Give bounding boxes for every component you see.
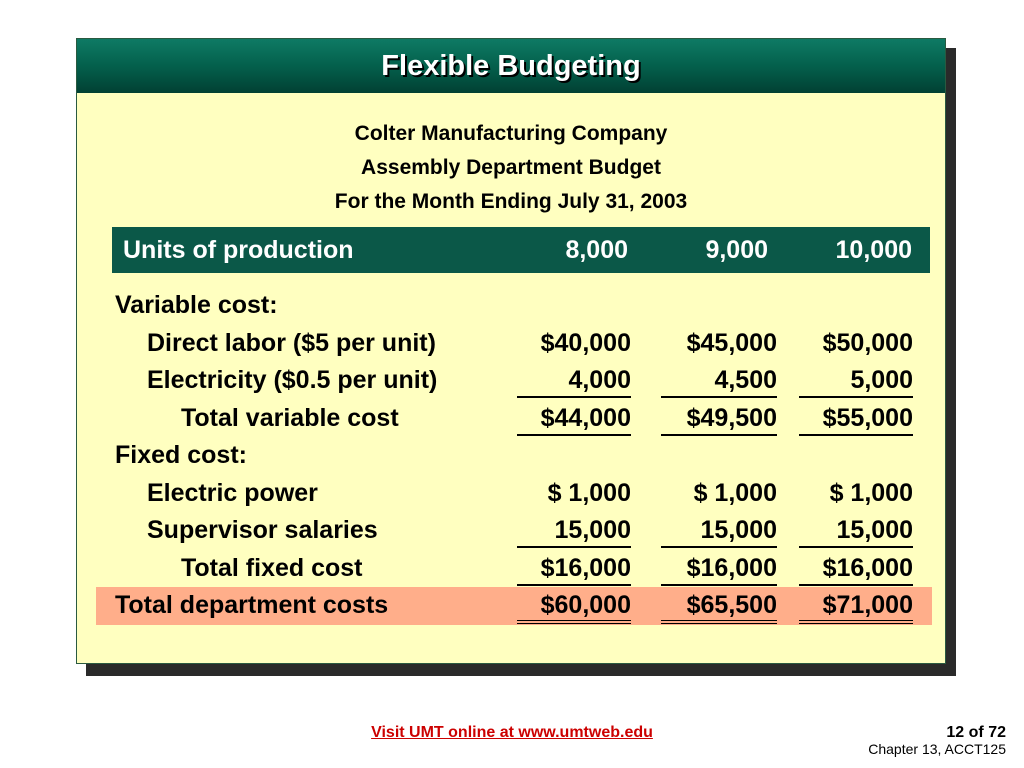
cell-value: 15,000 [517,516,631,548]
cell-value: $45,000 [686,329,777,357]
units-header-row [112,227,930,273]
row-label: Electric power [147,479,318,507]
table-row [77,438,945,475]
website-link[interactable]: Visit UMT online at www.umtweb.edu [371,724,653,741]
cell-value: 4,000 [517,366,631,398]
slide-title: Flexible Budgeting [77,39,945,93]
cell-value: $40,000 [540,329,631,357]
cell-value: $65,500 [661,591,777,624]
cell-value: $16,000 [799,554,913,586]
company-name: Colter Manufacturing Company [354,122,668,145]
budget-name: Assembly Department Budget [361,156,661,179]
cell-value: 15,000 [661,516,777,548]
row-label: Total variable cost [181,404,399,432]
units-col-3: 10,000 [835,236,912,264]
cell-value: $71,000 [799,591,913,624]
cell-value: 5,000 [799,366,913,398]
row-label: Variable cost: [115,291,278,319]
row-label: Total fixed cost [181,554,363,582]
row-label: Total department costs [115,591,389,619]
cell-value: $60,000 [517,591,631,624]
cell-value: 4,500 [661,366,777,398]
cell-value: $ 1,000 [547,479,631,507]
cell-value: $16,000 [517,554,631,586]
table-row [77,513,945,550]
table-row [77,288,945,325]
row-label: Electricity ($0.5 per unit) [147,366,438,394]
table-row [77,326,945,363]
cell-value: $50,000 [822,329,913,357]
page-number: 12 of 72 [946,724,1006,741]
row-label: Direct labor ($5 per unit) [147,329,436,357]
cell-value: 15,000 [799,516,913,548]
table-row [77,588,945,625]
row-label: Supervisor salaries [147,516,378,544]
units-label: Units of production [123,236,354,264]
chapter-label: Chapter 13, ACCT125 [868,741,1006,757]
budget-period: For the Month Ending July 31, 2003 [334,190,688,213]
units-col-1: 8,000 [565,236,628,264]
cell-value: $ 1,000 [693,479,777,507]
cell-value: $44,000 [517,404,631,436]
table-row [77,551,945,588]
table-row [77,401,945,438]
table-row [77,476,945,513]
units-col-2: 9,000 [705,236,768,264]
cell-value: $55,000 [799,404,913,436]
slide-panel [76,38,946,664]
row-label: Fixed cost: [115,441,247,469]
table-row [77,363,945,400]
cell-value: $16,000 [661,554,777,586]
cell-value: $ 1,000 [829,479,913,507]
cell-value: $49,500 [661,404,777,436]
